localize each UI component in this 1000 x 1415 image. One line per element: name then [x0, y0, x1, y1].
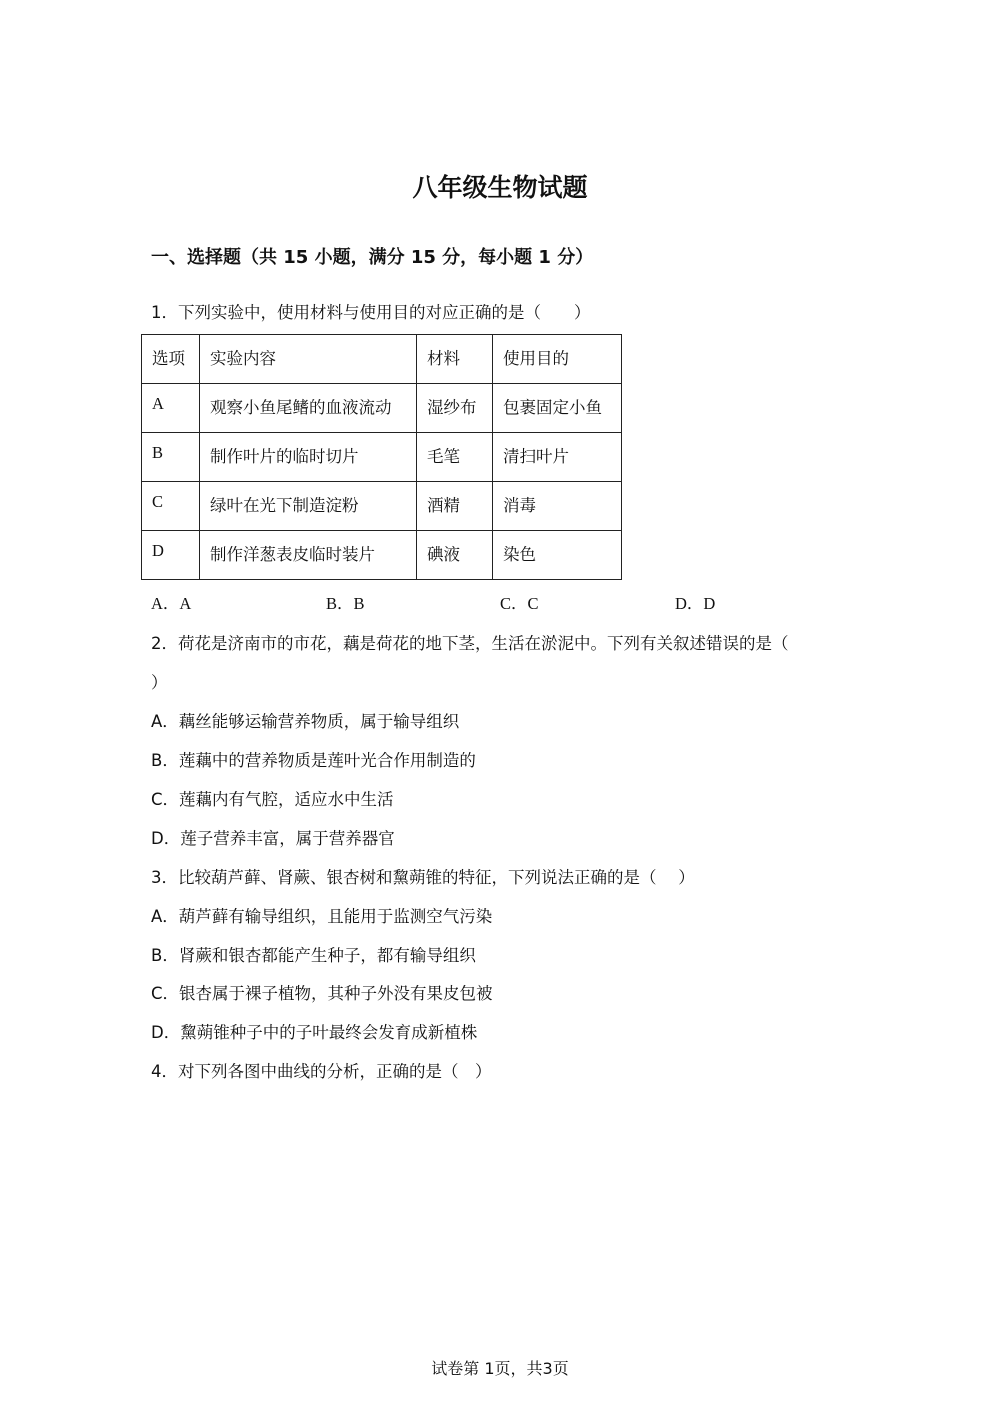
q2-option-c: C．莲藕内有气腔，适应水中生活: [151, 790, 394, 809]
table-cell: 消毒: [493, 482, 622, 531]
q2-option-a: A．藕丝能够运输营养物质，属于输导组织: [151, 712, 460, 731]
table-header-cell: 使用目的: [493, 335, 622, 384]
table-cell: B: [142, 433, 200, 482]
table-cell: A: [142, 384, 200, 433]
table-header-row: [142, 335, 622, 384]
q3-option-d: D．黧蒴锥种子中的子叶最终会发育成新植株: [151, 1023, 478, 1042]
q3-option-a: A．葫芦藓有输导组织，且能用于监测空气污染: [151, 907, 493, 926]
table-row: [142, 433, 622, 482]
q1-choice-c: C．C: [500, 594, 539, 613]
table-cell: 酒精: [417, 482, 493, 531]
experiment-table: [141, 334, 622, 580]
table-cell: 观察小鱼尾鳍的血液流动: [200, 384, 417, 433]
table-cell: C: [142, 482, 200, 531]
q1-choice-b: B．B: [326, 594, 365, 613]
table-cell: 毛笔: [417, 433, 493, 482]
table-cell: 碘液: [417, 531, 493, 580]
question-4-stem: 4．对下列各图中曲线的分析，正确的是（ ）: [151, 1062, 492, 1081]
table-header-cell: 实验内容: [200, 335, 417, 384]
table-row: [142, 384, 622, 433]
section-heading: 一、选择题（共 15 小题，满分 15 分，每小题 1 分）: [151, 247, 594, 268]
table-cell: 制作洋葱表皮临时装片: [200, 531, 417, 580]
table-row: [142, 531, 622, 580]
question-2-stem-continued: ）: [151, 673, 168, 692]
q2-option-d: D．莲子营养丰富，属于营养器官: [151, 829, 395, 848]
page-footer: 试卷第 1页，共3页: [431, 1359, 569, 1378]
table-cell: 染色: [493, 531, 622, 580]
question-2-stem: 2．荷花是济南市的市花，藕是荷花的地下茎，生活在淤泥中。下列有关叙述错误的是（: [151, 634, 789, 653]
page-title: 八年级生物试题: [412, 173, 588, 202]
table-cell: 绿叶在光下制造淀粉: [200, 482, 417, 531]
table-cell: 制作叶片的临时切片: [200, 433, 417, 482]
question-3-stem: 3．比较葫芦藓、肾蕨、银杏树和黧蒴锥的特征，下列说法正确的是（ ）: [151, 868, 695, 887]
q1-choice-d: D．D: [675, 594, 716, 613]
q3-option-b: B．肾蕨和银杏都能产生种子，都有输导组织: [151, 946, 476, 965]
table-cell: D: [142, 531, 200, 580]
table-header-cell: 材料: [417, 335, 493, 384]
q2-option-b: B．莲藕中的营养物质是莲叶光合作用制造的: [151, 751, 476, 770]
question-1-stem: 1．下列实验中，使用材料与使用目的对应正确的是（ ）: [151, 303, 591, 322]
table-cell: 包裹固定小鱼: [493, 384, 622, 433]
q1-choice-a: A．A: [151, 594, 192, 613]
table-row: [142, 482, 622, 531]
table-cell: 湿纱布: [417, 384, 493, 433]
q3-option-c: C．银杏属于裸子植物，其种子外没有果皮包被: [151, 984, 493, 1003]
table-header-cell: 选项: [142, 335, 200, 384]
table-cell: 清扫叶片: [493, 433, 622, 482]
